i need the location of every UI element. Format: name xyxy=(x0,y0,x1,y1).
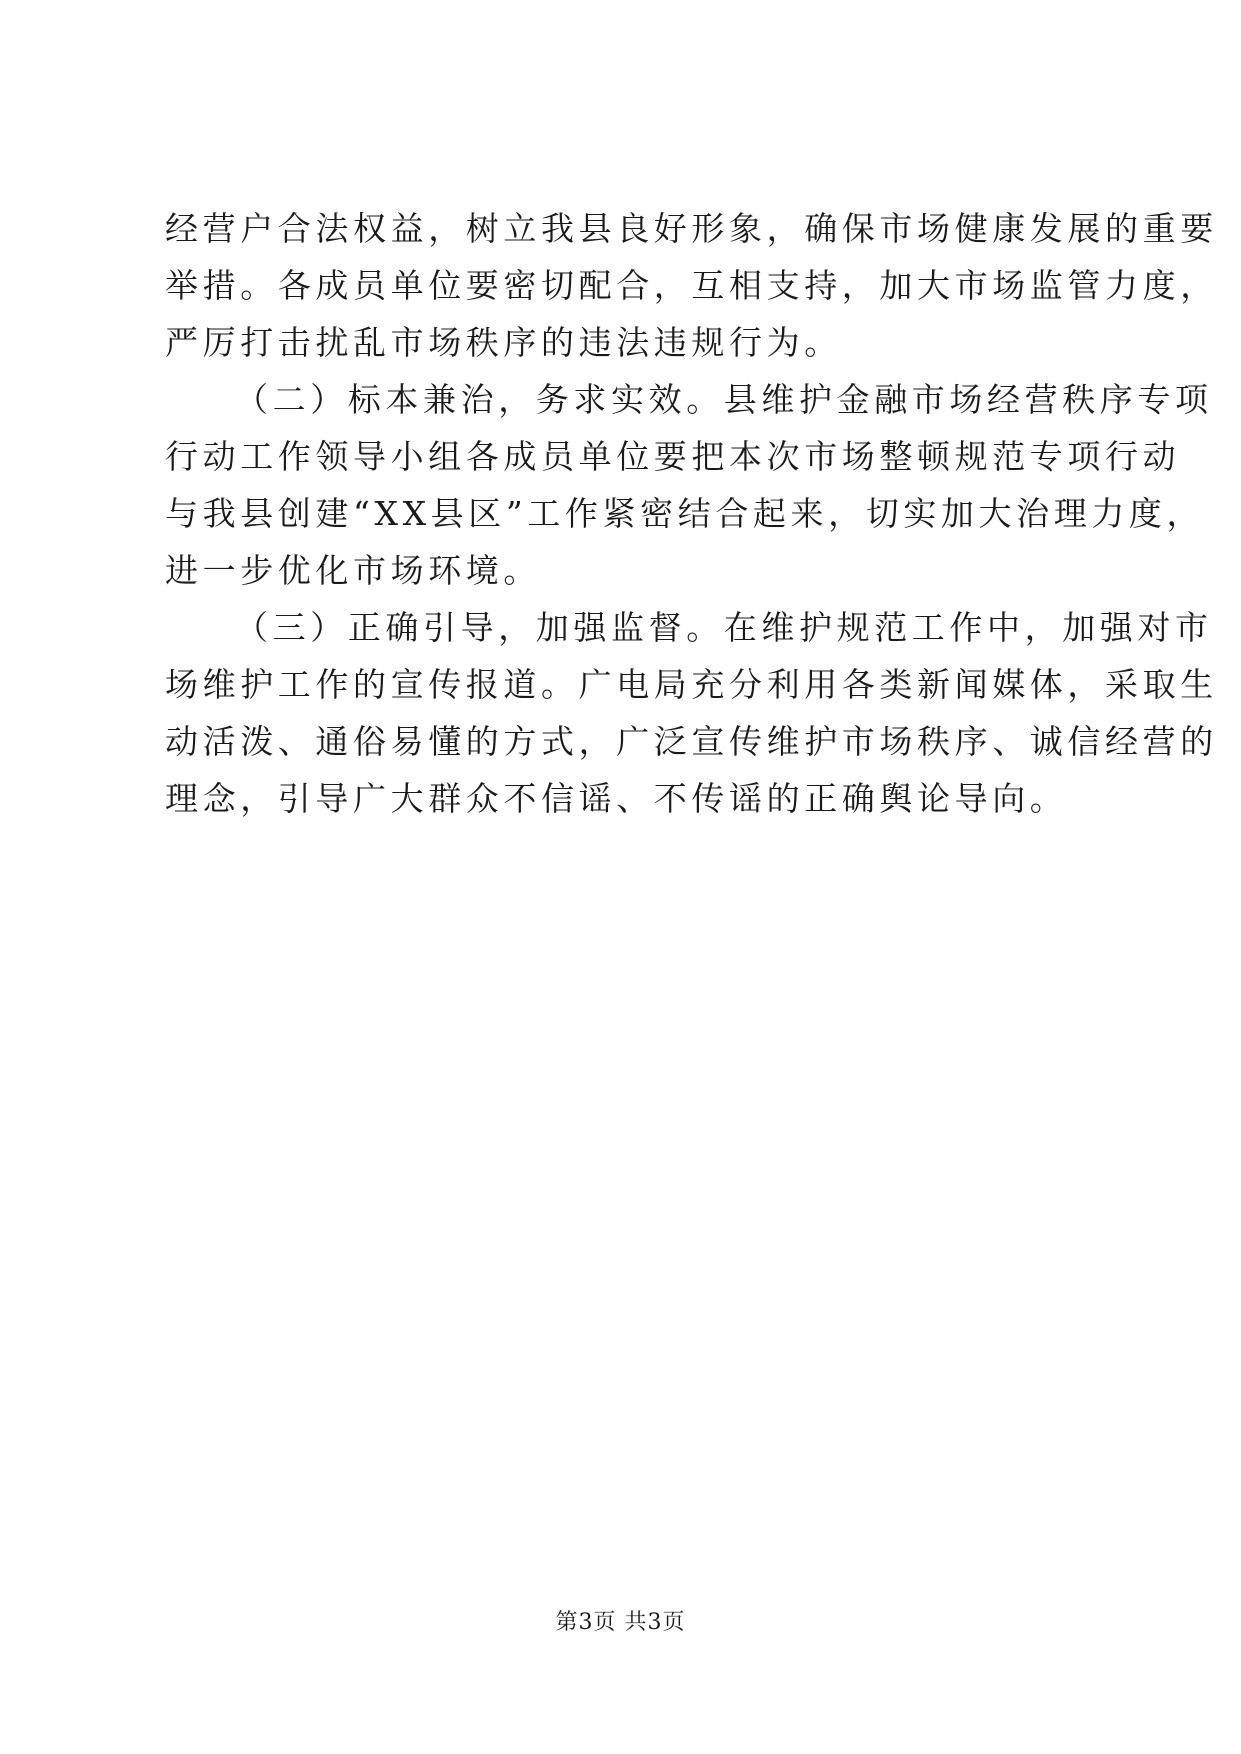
text-line: 经营户合法权益，树立我县良好形象，确保市场健康发展的重要 xyxy=(165,209,1218,248)
paragraph-first-line: （二）标本兼治，务求实效。县维护金融市场经营秩序专项 xyxy=(235,380,1213,419)
text-line: 动活泼、通俗易懂的方式，广泛宣传维护市场秩序、诚信经营的 xyxy=(165,722,1218,761)
document-body xyxy=(165,200,1218,827)
text-line: 行动工作领导小组各成员单位要把本次市场整顿规范专项行动 xyxy=(165,437,1181,476)
text-line: 与我县创建“XX县区”工作紧密结合起来，切实加大治理力度， xyxy=(165,494,1205,533)
page-number-footer: 第3页 共3页 xyxy=(555,1610,686,1635)
text-line: 场维护工作的宣传报道。广电局充分利用各类新闻媒体，采取生 xyxy=(165,665,1218,704)
text-line: 进一步优化市场环境。 xyxy=(165,551,541,590)
text-line: 严厉打击扰乱市场秩序的违法违规行为。 xyxy=(165,323,842,362)
paragraph-first-line: （三）正确引导，加强监督。在维护规范工作中，加强对市 xyxy=(235,608,1213,647)
text-line: 理念，引导广大群众不信谣、不传谣的正确舆论导向。 xyxy=(165,779,1068,818)
text-line: 举措。各成员单位要密切配合，互相支持，加大市场监管力度， xyxy=(165,266,1218,305)
